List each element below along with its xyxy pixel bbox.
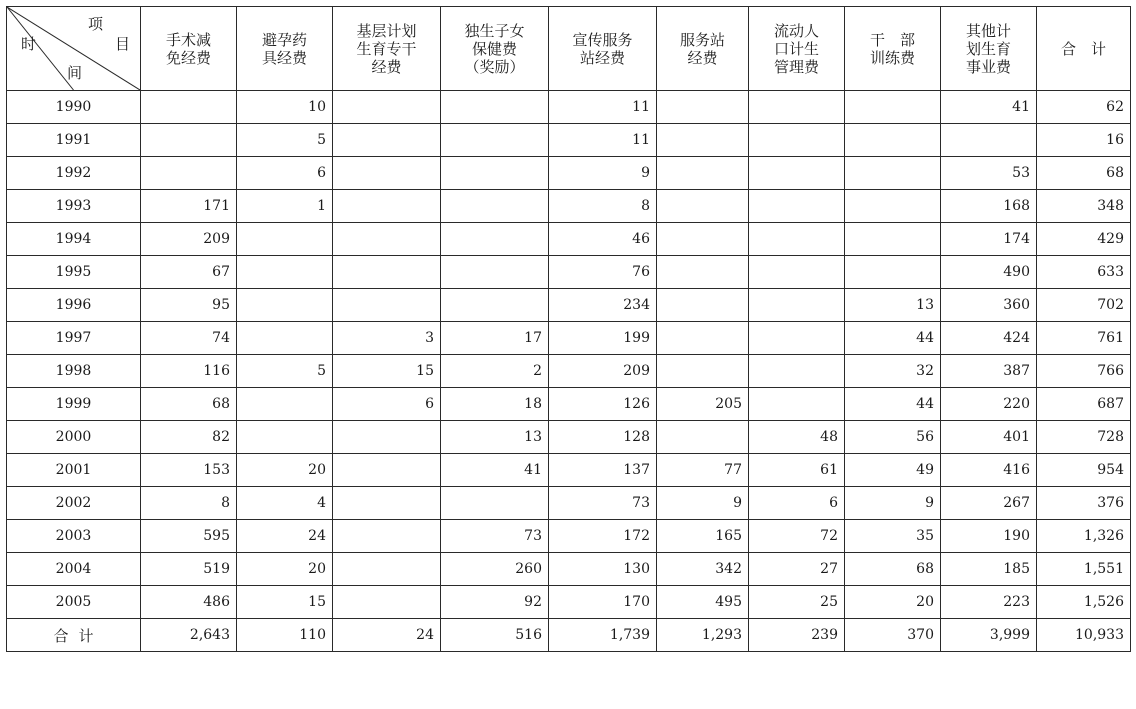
value-cell: 35	[845, 520, 941, 553]
value-cell: 220	[941, 388, 1037, 421]
value-cell	[749, 157, 845, 190]
corner-label-item-right: 目	[115, 35, 131, 53]
value-cell	[749, 223, 845, 256]
value-cell: 260	[441, 553, 549, 586]
value-cell	[749, 322, 845, 355]
value-cell: 174	[941, 223, 1037, 256]
value-cell	[845, 124, 941, 157]
value-cell: 209	[549, 355, 657, 388]
column-header-line: 流动人	[773, 21, 819, 40]
value-cell: 137	[549, 454, 657, 487]
value-cell: 495	[657, 586, 749, 619]
value-cell	[237, 223, 333, 256]
value-cell: 6	[333, 388, 441, 421]
value-cell	[333, 91, 441, 124]
value-cell: 76	[549, 256, 657, 289]
column-header	[941, 7, 1037, 91]
column-header-line: 保健费	[471, 39, 517, 58]
value-cell	[441, 190, 549, 223]
year-cell: 2001	[7, 454, 141, 487]
value-cell: 72	[749, 520, 845, 553]
value-cell: 16	[1037, 124, 1131, 157]
value-cell	[441, 256, 549, 289]
column-header	[845, 7, 941, 91]
value-cell: 486	[141, 586, 237, 619]
value-cell	[657, 157, 749, 190]
value-cell: 3	[333, 322, 441, 355]
column-header-line: 手术减	[165, 30, 211, 49]
value-cell	[845, 91, 941, 124]
value-cell	[845, 256, 941, 289]
column-header	[141, 7, 237, 91]
value-cell: 130	[549, 553, 657, 586]
value-cell: 61	[749, 454, 845, 487]
value-cell	[657, 355, 749, 388]
value-cell	[441, 124, 549, 157]
value-cell	[657, 223, 749, 256]
total-cell: 110	[237, 619, 333, 652]
corner-header	[7, 7, 141, 91]
column-header-line: 基层计划	[356, 21, 417, 40]
value-cell: 687	[1037, 388, 1131, 421]
table-row	[7, 157, 1131, 190]
table-row	[7, 586, 1131, 619]
value-cell: 702	[1037, 289, 1131, 322]
value-cell	[441, 289, 549, 322]
value-cell	[657, 322, 749, 355]
column-header-line: 其他计	[965, 21, 1011, 40]
value-cell: 13	[845, 289, 941, 322]
year-cell: 2003	[7, 520, 141, 553]
value-cell: 205	[657, 388, 749, 421]
value-cell: 1,326	[1037, 520, 1131, 553]
year-cell: 1996	[7, 289, 141, 322]
table-row	[7, 553, 1131, 586]
value-cell	[441, 91, 549, 124]
value-cell: 32	[845, 355, 941, 388]
year-cell: 1999	[7, 388, 141, 421]
value-cell	[333, 454, 441, 487]
value-cell: 360	[941, 289, 1037, 322]
total-label: 合计	[7, 619, 141, 652]
value-cell: 128	[549, 421, 657, 454]
value-cell	[333, 553, 441, 586]
value-cell: 41	[441, 454, 549, 487]
value-cell	[441, 487, 549, 520]
value-cell: 490	[941, 256, 1037, 289]
value-cell: 68	[1037, 157, 1131, 190]
total-row	[7, 619, 1131, 652]
year-cell: 2000	[7, 421, 141, 454]
value-cell: 48	[749, 421, 845, 454]
table-row	[7, 124, 1131, 157]
column-header-line: 干 部	[869, 30, 915, 49]
corner-label-time-left: 时	[21, 35, 37, 53]
value-cell: 1,526	[1037, 586, 1131, 619]
value-cell: 13	[441, 421, 549, 454]
year-cell: 1998	[7, 355, 141, 388]
value-cell	[333, 421, 441, 454]
total-cell: 24	[333, 619, 441, 652]
value-cell: 376	[1037, 487, 1131, 520]
value-cell: 209	[141, 223, 237, 256]
value-cell: 6	[749, 487, 845, 520]
value-cell: 53	[941, 157, 1037, 190]
column-header	[1037, 7, 1131, 91]
value-cell: 342	[657, 553, 749, 586]
value-cell: 170	[549, 586, 657, 619]
value-cell	[749, 355, 845, 388]
value-cell: 41	[941, 91, 1037, 124]
corner-label-item-top: 项	[88, 15, 104, 33]
value-cell	[657, 256, 749, 289]
table-row	[7, 91, 1131, 124]
value-cell: 17	[441, 322, 549, 355]
value-cell: 519	[141, 553, 237, 586]
value-cell: 766	[1037, 355, 1131, 388]
value-cell: 20	[845, 586, 941, 619]
total-cell: 1,293	[657, 619, 749, 652]
value-cell: 165	[657, 520, 749, 553]
value-cell	[845, 190, 941, 223]
value-cell: 9	[845, 487, 941, 520]
value-cell	[657, 190, 749, 223]
column-header-line: 独生子女	[464, 21, 525, 40]
column-header-line: 避孕药	[261, 30, 307, 49]
table-row	[7, 223, 1131, 256]
value-cell: 20	[237, 553, 333, 586]
value-cell: 126	[549, 388, 657, 421]
table-row	[7, 190, 1131, 223]
column-header-line: 宣传服务	[572, 30, 633, 49]
value-cell	[845, 157, 941, 190]
value-cell: 46	[549, 223, 657, 256]
value-cell: 68	[845, 553, 941, 586]
value-cell	[749, 91, 845, 124]
table-row	[7, 454, 1131, 487]
year-cell: 1992	[7, 157, 141, 190]
year-cell: 1993	[7, 190, 141, 223]
value-cell: 728	[1037, 421, 1131, 454]
value-cell: 95	[141, 289, 237, 322]
value-cell: 9	[549, 157, 657, 190]
value-cell: 348	[1037, 190, 1131, 223]
value-cell: 8	[549, 190, 657, 223]
value-cell: 267	[941, 487, 1037, 520]
value-cell: 401	[941, 421, 1037, 454]
value-cell: 8	[141, 487, 237, 520]
value-cell	[333, 256, 441, 289]
column-header-line: 经费	[371, 57, 402, 76]
value-cell	[333, 520, 441, 553]
value-cell	[749, 256, 845, 289]
value-cell: 15	[237, 586, 333, 619]
column-header	[333, 7, 441, 91]
value-cell: 5	[237, 355, 333, 388]
value-cell	[333, 223, 441, 256]
value-cell: 74	[141, 322, 237, 355]
value-cell	[845, 223, 941, 256]
value-cell: 6	[237, 157, 333, 190]
value-cell: 2	[441, 355, 549, 388]
value-cell: 44	[845, 388, 941, 421]
table-header	[7, 7, 1131, 91]
value-cell: 595	[141, 520, 237, 553]
column-header-line: 事业费	[965, 57, 1011, 76]
year-cell: 1990	[7, 91, 141, 124]
total-cell: 370	[845, 619, 941, 652]
value-cell: 11	[549, 124, 657, 157]
total-cell: 516	[441, 619, 549, 652]
value-cell: 10	[237, 91, 333, 124]
column-header-line: 训练费	[869, 48, 915, 67]
table-row	[7, 487, 1131, 520]
value-cell: 9	[657, 487, 749, 520]
value-cell: 199	[549, 322, 657, 355]
value-cell: 761	[1037, 322, 1131, 355]
value-cell	[141, 91, 237, 124]
value-cell: 49	[845, 454, 941, 487]
total-cell: 1,739	[549, 619, 657, 652]
column-header	[237, 7, 333, 91]
value-cell: 168	[941, 190, 1037, 223]
value-cell: 185	[941, 553, 1037, 586]
value-cell	[441, 157, 549, 190]
value-cell: 633	[1037, 256, 1131, 289]
value-cell: 73	[549, 487, 657, 520]
value-cell	[749, 388, 845, 421]
value-cell: 171	[141, 190, 237, 223]
column-header-line: 站经费	[579, 48, 625, 67]
value-cell: 18	[441, 388, 549, 421]
column-header-line: 管理费	[773, 57, 819, 76]
column-header	[441, 7, 549, 91]
value-cell: 116	[141, 355, 237, 388]
value-cell	[749, 124, 845, 157]
value-cell	[333, 289, 441, 322]
value-cell: 73	[441, 520, 549, 553]
value-cell: 27	[749, 553, 845, 586]
total-cell: 3,999	[941, 619, 1037, 652]
value-cell	[749, 289, 845, 322]
column-header-line: 经费	[687, 48, 718, 67]
value-cell: 153	[141, 454, 237, 487]
value-cell: 44	[845, 322, 941, 355]
year-cell: 1995	[7, 256, 141, 289]
table-row	[7, 355, 1131, 388]
column-header	[657, 7, 749, 91]
table-row	[7, 520, 1131, 553]
value-cell	[657, 124, 749, 157]
table-row	[7, 388, 1131, 421]
value-cell	[237, 256, 333, 289]
header-row	[7, 7, 1131, 91]
value-cell: 56	[845, 421, 941, 454]
column-header-line: 具经费	[261, 48, 307, 67]
column-header-line: 口计生	[773, 39, 819, 58]
value-cell	[657, 91, 749, 124]
value-cell	[237, 289, 333, 322]
value-cell	[657, 289, 749, 322]
value-cell: 223	[941, 586, 1037, 619]
table-body	[7, 91, 1131, 652]
year-cell: 1991	[7, 124, 141, 157]
value-cell: 15	[333, 355, 441, 388]
table-row	[7, 421, 1131, 454]
value-cell: 62	[1037, 91, 1131, 124]
value-cell: 954	[1037, 454, 1131, 487]
table-row	[7, 256, 1131, 289]
column-header-line: （奖励）	[464, 57, 525, 76]
column-header	[549, 7, 657, 91]
column-header-line: 服务站	[679, 30, 725, 49]
value-cell: 172	[549, 520, 657, 553]
value-cell	[333, 190, 441, 223]
year-cell: 1997	[7, 322, 141, 355]
value-cell	[749, 190, 845, 223]
value-cell: 82	[141, 421, 237, 454]
value-cell	[237, 421, 333, 454]
value-cell	[333, 586, 441, 619]
expense-table	[6, 6, 1131, 652]
value-cell: 416	[941, 454, 1037, 487]
year-cell: 2002	[7, 487, 141, 520]
corner-label-time-bottom: 间	[67, 64, 83, 82]
value-cell: 5	[237, 124, 333, 157]
value-cell: 68	[141, 388, 237, 421]
value-cell	[441, 223, 549, 256]
value-cell: 11	[549, 91, 657, 124]
column-header-line: 合 计	[1060, 39, 1106, 58]
column-header-line: 生育专干	[356, 39, 417, 58]
year-cell: 1994	[7, 223, 141, 256]
column-header-line: 划生育	[965, 39, 1011, 58]
value-cell	[333, 487, 441, 520]
value-cell	[657, 421, 749, 454]
value-cell: 387	[941, 355, 1037, 388]
table-row	[7, 289, 1131, 322]
value-cell	[333, 157, 441, 190]
column-header	[749, 7, 845, 91]
value-cell: 234	[549, 289, 657, 322]
value-cell	[941, 124, 1037, 157]
year-cell: 2005	[7, 586, 141, 619]
table-row	[7, 322, 1131, 355]
value-cell: 25	[749, 586, 845, 619]
value-cell: 1,551	[1037, 553, 1131, 586]
value-cell: 24	[237, 520, 333, 553]
value-cell: 190	[941, 520, 1037, 553]
value-cell: 67	[141, 256, 237, 289]
value-cell: 429	[1037, 223, 1131, 256]
total-cell: 239	[749, 619, 845, 652]
value-cell	[237, 388, 333, 421]
value-cell	[141, 157, 237, 190]
value-cell	[237, 322, 333, 355]
total-cell: 10,933	[1037, 619, 1131, 652]
year-cell: 2004	[7, 553, 141, 586]
column-header-line: 免经费	[165, 48, 211, 67]
value-cell: 4	[237, 487, 333, 520]
value-cell: 77	[657, 454, 749, 487]
value-cell: 424	[941, 322, 1037, 355]
value-cell: 92	[441, 586, 549, 619]
value-cell: 1	[237, 190, 333, 223]
value-cell	[141, 124, 237, 157]
value-cell: 20	[237, 454, 333, 487]
total-cell: 2,643	[141, 619, 237, 652]
value-cell	[333, 124, 441, 157]
